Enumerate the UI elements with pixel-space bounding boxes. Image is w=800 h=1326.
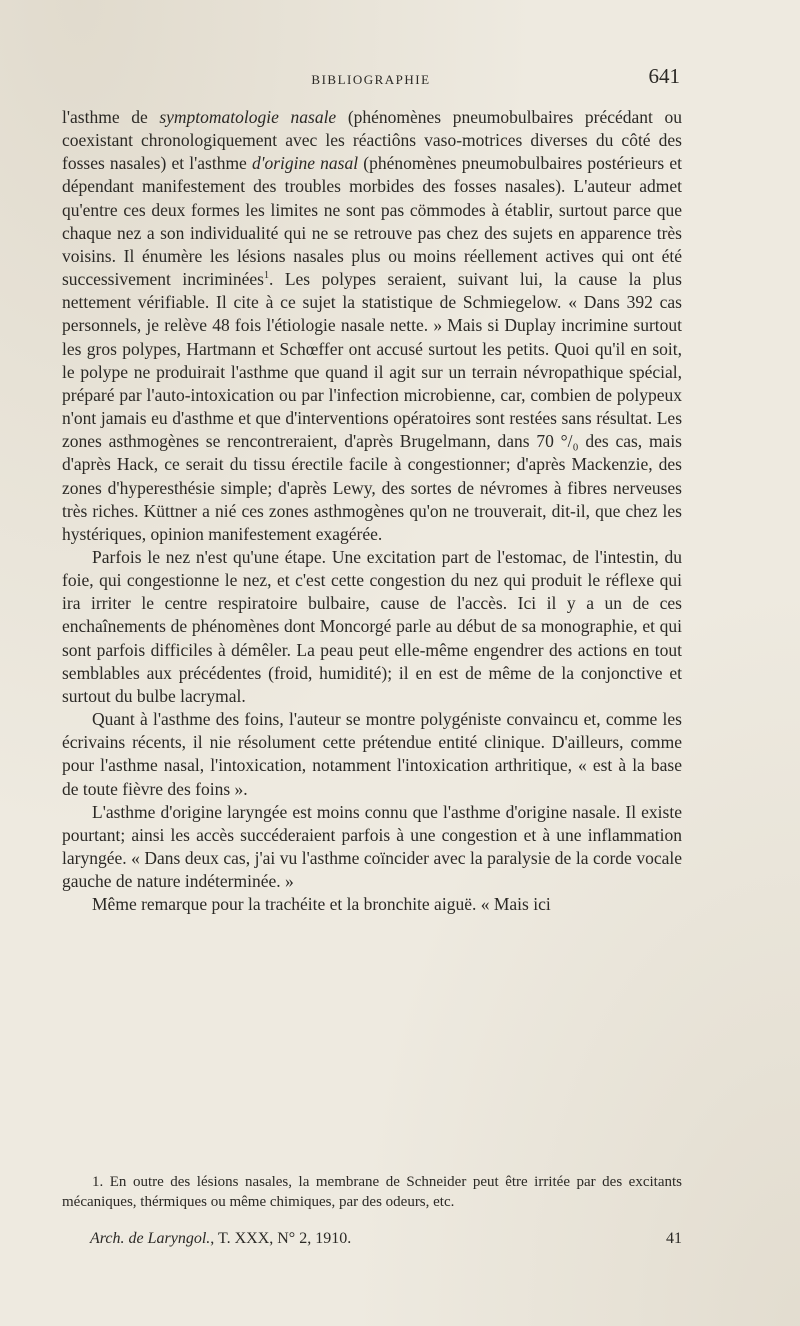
sheet-number: 41: [666, 1230, 682, 1247]
page-header: [62, 62, 680, 92]
paragraph-2: Parfois le nez n'est qu'une étape. Une excitation part de l'estomac, de l'intestin, du foie, qui congestionne le nez, et c'est cette congestion du nez qui produit le réflexe qui ira irriter le centre respiratoire bulbaire, cause de l'accès. Ici il y a un de ces enchaînements de phénomènes dont Moncorgé parle au début de sa monographie, et qui sont parfois difficiles à démêler. La peau peut elle-même engendrer des actions en tout semblables aux précédentes (froid, humidité); il en est de même de la conjonctive et surtout du bulbe lacrymal.: [62, 546, 682, 706]
p1-text-e: (phénomènes pneumobulbaires postérieurs et dépendant manifestement des troubles morbides des fosses nasales). L'auteur admet qu'entre ces deux formes les limites ne sont pas cömmodes à établir, surtout parce que chaque nez a son individualité qui ne se retrouve pas chez des sujets en apparence très voisins. Il énumère les lésions nasales plus ou moins réellement actives qui ont été successivement incriminées: [62, 153, 682, 290]
p1-text-g: . Les polypes seraient, suivant lui, la cause la plus nettement vérifiable. Il cite à ce sujet la statistique de Schmiegelow. « Dans 392 cas personnels, je relève 48 fois l'étiologie nasale nette. » Mais si Duplay incrimine surtout les gros polypes, Hartmann et Schœffer ont accusé surtout les petits. Quoi qu'il en soit, le polype ne produirait l'asthme que quand il agit sur un terrain névropathique spécial, préparé par l'auto-intoxication ou par l'infection microbienne, car, combien de polypeux n'ont jamais eu d'asthme et que d'interventions opératoires sont restées sans résultat. Les zones asthmogènes se rencontreraient, d'après Brugelmann, dans 70 °/₀ des cas, mais d'après Hack, ce serait du tissu érectile facile à congestionner; d'après Mackenzie, des zones d'hyperesthésie simple; d'après Lewy, des sortes de névromes à fibres nerveuses très riches. Küttner a nié ces zones asthmogènes qu'on ne trouverait, dit-il, que chez les hystériques, opinion manifestement exagérée.: [62, 269, 682, 544]
p1-text-a: l'asthme de: [62, 107, 160, 127]
source-line: [90, 1230, 682, 1252]
body-text: [62, 106, 682, 916]
page-number: 641: [648, 64, 680, 88]
footnote-ref: 1: [263, 270, 269, 282]
footnotes: [62, 1172, 682, 1212]
term-origine-nasal: d'origine nasal: [251, 153, 359, 174]
running-head: BIBLIOGRAPHIE: [311, 72, 431, 87]
paragraph-5: Même remarque pour la trachéite et la bronchite aiguë. « Mais ici: [92, 894, 551, 915]
paragraph-3: Quant à l'asthme des foins, l'auteur se montre polygéniste convaincu et, comme les écrivains récents, il nie résolument cette prétendue entité clinique. D'ailleurs, comme pour l'asthme nasal, l'intoxication, notamment l'intoxication arthritique, « est à la base de toute fièvre des foins ».: [62, 709, 682, 799]
journal-details: , T. XXX, N° 2, 1910.: [210, 1230, 352, 1247]
journal-name: Arch. de Laryngol.: [90, 1230, 211, 1247]
paragraph-4: L'asthme d'origine laryngée est moins connu que l'asthme d'origine nasale. Il existe pourtant; ainsi les accès succéderaient parfois à une congestion et à une inflammation laryngée. « Dans deux cas, j'ai vu l'asthme coïncider avec la paralysie de la corde vocale gauche de nature indéterminée. »: [62, 801, 682, 892]
footnote-1: 1. En outre des lésions nasales, la membrane de Schneider peut être irritée par des excitants mécaniques, thérmiques ou même chimiques, par des odeurs, etc.: [62, 1174, 682, 1210]
paragraph-1: [62, 106, 682, 546]
journal-citation: [90, 1230, 351, 1247]
p1-text-c: (phénomènes pneumobulbaires précédant ou coexistant chronologiquement avec les réactiôns vaso-motrices diverses du côté des fosses nasales) et l'asthme: [62, 107, 682, 174]
term-symptomatologie-nasale: symptomatologie nasale: [159, 107, 337, 127]
